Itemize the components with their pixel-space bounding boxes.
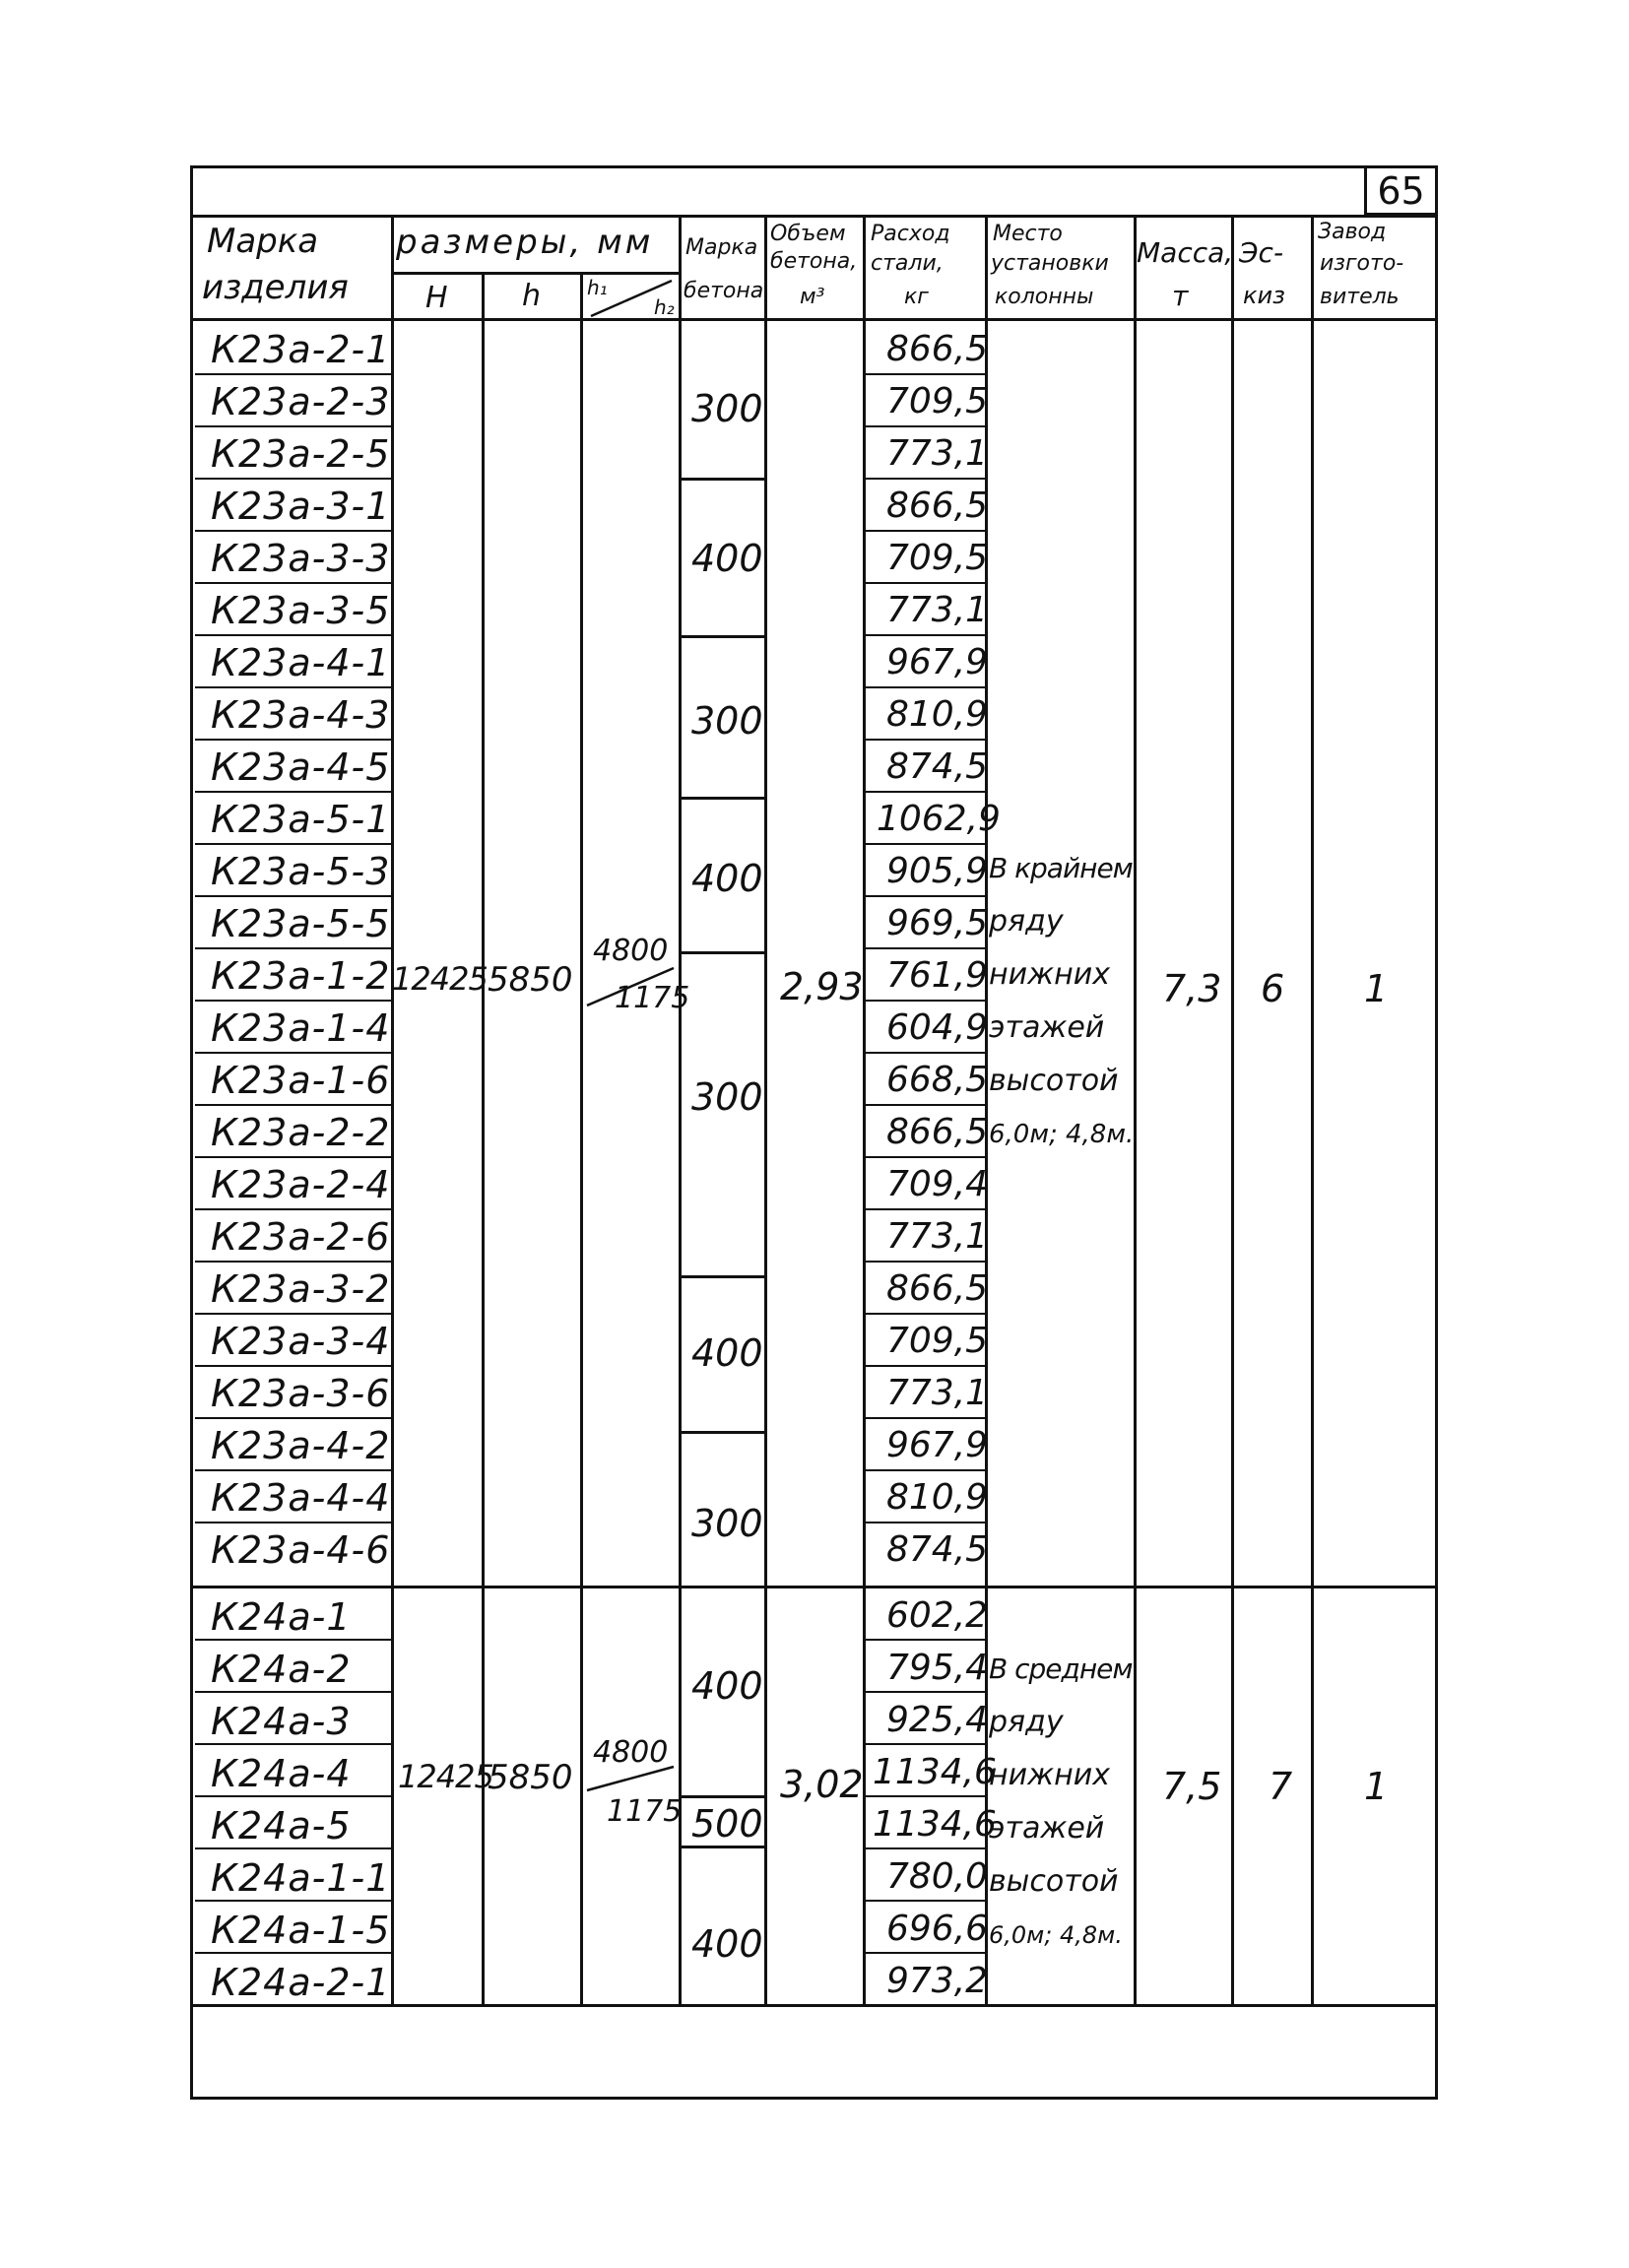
steel-cell: 668,5 xyxy=(886,1060,989,1100)
mark-cell: К23а-4-6 xyxy=(211,1528,391,1572)
header-mark-line2: изделия xyxy=(202,268,349,307)
mark-cell: К23а-1-4 xyxy=(211,1006,391,1050)
steel-cell: 810,9 xyxy=(886,1477,989,1518)
group-separator-line xyxy=(193,1586,1435,1588)
steel-cell: 1134,6 xyxy=(873,1804,997,1845)
header-sketch-line2: киз xyxy=(1243,282,1285,309)
concrete-cell: 400 xyxy=(691,1922,763,1966)
group1-mass: 7,3 xyxy=(1162,967,1222,1010)
steel-cell: 973,2 xyxy=(886,1961,989,2001)
header-volume-line3: м³ xyxy=(800,285,825,309)
mark-cell: К24а-2 xyxy=(211,1648,352,1691)
mark-cell: К23а-1-6 xyxy=(211,1059,391,1102)
header-volume-line1: Объем xyxy=(770,222,846,246)
group2-volume: 3,02 xyxy=(780,1763,864,1806)
mark-cell: К24а-1 xyxy=(211,1595,352,1639)
steel-cell: 866,5 xyxy=(886,1112,989,1152)
steel-cell: 696,6 xyxy=(886,1909,989,1949)
steel-cell: 761,9 xyxy=(886,955,989,996)
steel-cell: 874,5 xyxy=(886,746,989,787)
mark-cell: К24а-5 xyxy=(211,1804,352,1847)
steel-cell: 866,5 xyxy=(886,329,989,369)
group1-location: В крайнем ряду нижних этажей высотой 6,0м; 4,8м. xyxy=(989,852,1135,1149)
header-bottom-line xyxy=(193,318,1435,321)
steel-cell: 773,1 xyxy=(886,433,989,474)
header-location-line3: колонны xyxy=(995,285,1094,309)
concrete-cell: 400 xyxy=(691,1331,763,1375)
steel-cell: 967,9 xyxy=(886,1425,989,1465)
group2-fraction-line xyxy=(583,1763,678,1792)
group2-sketch: 7 xyxy=(1269,1765,1293,1808)
group2-H: 12425 xyxy=(398,1758,493,1795)
header-location-line2: установки xyxy=(991,251,1109,276)
header-concrete-line2: бетона xyxy=(684,279,764,303)
mark-cell: К23а-3-5 xyxy=(211,589,391,632)
steel-cell: 709,5 xyxy=(886,381,989,421)
header-concrete-line1: Марка xyxy=(685,235,758,260)
steel-cell: 709,5 xyxy=(886,1321,989,1361)
header-h2: h₂ xyxy=(654,295,675,319)
header-h: h xyxy=(522,279,542,313)
group1-factory: 1 xyxy=(1364,967,1389,1010)
group2-h2: 1175 xyxy=(607,1794,683,1829)
group2-factory: 1 xyxy=(1364,1765,1389,1808)
steel-cell: 780,0 xyxy=(886,1856,989,1897)
mark-cell: К23а-4-1 xyxy=(211,641,391,684)
steel-cell: 773,1 xyxy=(886,590,989,630)
concrete-sep xyxy=(682,1795,764,1798)
steel-cell: 874,5 xyxy=(886,1529,989,1570)
col-line-volume xyxy=(764,218,767,2004)
header-location-line1: Место xyxy=(993,222,1063,246)
steel-cell: 709,5 xyxy=(886,538,989,578)
header-volume-line2: бетона, xyxy=(770,249,858,274)
concrete-sep xyxy=(682,1275,764,1278)
header-sketch-line1: Эс- xyxy=(1239,236,1284,269)
mark-cell: К23а-5-3 xyxy=(211,850,391,893)
header-mass-line1: Масса, xyxy=(1137,236,1234,269)
sizes-divider-line xyxy=(394,272,682,275)
header-steel-line3: кг xyxy=(904,285,929,309)
mark-cell: К24а-1-5 xyxy=(211,1909,391,1952)
concrete-sep xyxy=(682,1846,764,1848)
concrete-sep xyxy=(682,797,764,800)
concrete-cell: 300 xyxy=(691,699,763,743)
mark-cell: К23а-2-4 xyxy=(211,1163,391,1206)
concrete-sep xyxy=(682,635,764,638)
col-line-h1 xyxy=(580,275,583,2004)
mark-cell: К23а-5-5 xyxy=(211,902,391,945)
concrete-cell: 400 xyxy=(691,1664,763,1708)
header-steel-line2: стали, xyxy=(871,251,944,276)
group2-h1: 4800 xyxy=(593,1735,669,1770)
mark-cell: К23а-2-3 xyxy=(211,380,391,423)
group1-h: 5850 xyxy=(488,960,573,1000)
group1-h1: 4800 xyxy=(593,934,669,968)
header-factory-line3: витель xyxy=(1320,285,1400,309)
header-factory-line1: Завод xyxy=(1318,220,1387,244)
header-mass-line2: т xyxy=(1172,280,1189,312)
header-sizes: размеры, мм xyxy=(396,223,654,262)
mark-cell: К23а-3-1 xyxy=(211,485,391,528)
mark-cell: К23а-4-4 xyxy=(211,1476,391,1520)
table-bottom-line xyxy=(193,2004,1435,2007)
mark-cell: К24а-3 xyxy=(211,1700,352,1743)
steel-cell: 967,9 xyxy=(886,642,989,682)
mark-cell: К24а-2-1 xyxy=(211,1961,391,2004)
header-mark-line1: Марка xyxy=(207,222,319,261)
col-line-h xyxy=(482,275,485,2004)
concrete-cell: 500 xyxy=(691,1802,763,1846)
steel-cell: 602,2 xyxy=(886,1595,989,1636)
mark-cell: К23а-4-2 xyxy=(211,1424,391,1467)
mark-cell: К23а-4-3 xyxy=(211,693,391,737)
steel-cell: 866,5 xyxy=(886,1268,989,1309)
mark-cell: К23а-2-6 xyxy=(211,1215,391,1259)
steel-cell: 709,4 xyxy=(886,1164,989,1204)
steel-cell: 773,1 xyxy=(886,1373,989,1413)
header-factory-line2: изгото- xyxy=(1320,251,1404,276)
concrete-sep xyxy=(682,1431,764,1434)
col-line-factory xyxy=(1311,218,1314,2004)
mark-cell: К23а-2-5 xyxy=(211,432,391,476)
steel-cell: 1062,9 xyxy=(877,799,1001,839)
col-line-steel xyxy=(863,218,866,2004)
steel-cell: 866,5 xyxy=(886,486,989,526)
mark-cell: К23а-3-3 xyxy=(211,537,391,580)
concrete-cell: 300 xyxy=(691,1502,763,1545)
header-steel-line1: Расход xyxy=(871,222,950,246)
group1-volume: 2,93 xyxy=(780,965,864,1008)
steel-cell: 1134,6 xyxy=(873,1752,997,1792)
mark-cell: К23а-4-5 xyxy=(211,745,391,789)
steel-cell: 925,4 xyxy=(886,1700,989,1740)
header-H: H xyxy=(425,281,448,315)
mark-cell: К23а-3-4 xyxy=(211,1320,391,1363)
mark-cell: К23а-2-2 xyxy=(211,1111,391,1154)
group1-h2: 1175 xyxy=(615,981,690,1015)
concrete-cell: 400 xyxy=(691,537,763,580)
steel-cell: 773,1 xyxy=(886,1216,989,1257)
mark-cell: К23а-3-2 xyxy=(211,1267,391,1311)
mark-cell: К23а-3-6 xyxy=(211,1372,391,1415)
concrete-cell: 300 xyxy=(691,387,763,430)
mark-cell: К23а-2-1 xyxy=(211,328,391,371)
col-line-sizes xyxy=(391,218,394,2004)
col-line-sketch xyxy=(1231,218,1234,2004)
col-line-concrete xyxy=(679,218,682,2004)
group2-mass: 7,5 xyxy=(1162,1765,1222,1808)
steel-cell: 795,4 xyxy=(886,1648,989,1688)
concrete-cell: 400 xyxy=(691,857,763,900)
steel-cell: 810,9 xyxy=(886,694,989,735)
page-number: 65 xyxy=(1377,169,1425,213)
steel-cell: 604,9 xyxy=(886,1007,989,1048)
steel-cell: 969,5 xyxy=(886,903,989,943)
group2-location: В среднем ряду нижних этажей высотой 6,0м; 4,8м. xyxy=(989,1652,1133,1949)
mark-cell: К24а-1-1 xyxy=(211,1856,391,1900)
mark-cell: К23а-1-2 xyxy=(211,954,391,998)
steel-cell: 905,9 xyxy=(886,851,989,891)
mark-cell: К24а-4 xyxy=(211,1752,352,1795)
concrete-sep xyxy=(682,951,764,954)
header-h1: h₁ xyxy=(587,276,608,299)
group1-H: 12425 xyxy=(392,960,488,998)
header-top-line xyxy=(193,215,1435,218)
group2-h: 5850 xyxy=(488,1758,573,1797)
mark-cell: К23а-5-1 xyxy=(211,798,391,841)
group1-sketch: 6 xyxy=(1261,967,1285,1010)
concrete-sep xyxy=(682,478,764,481)
concrete-cell: 300 xyxy=(691,1075,763,1119)
